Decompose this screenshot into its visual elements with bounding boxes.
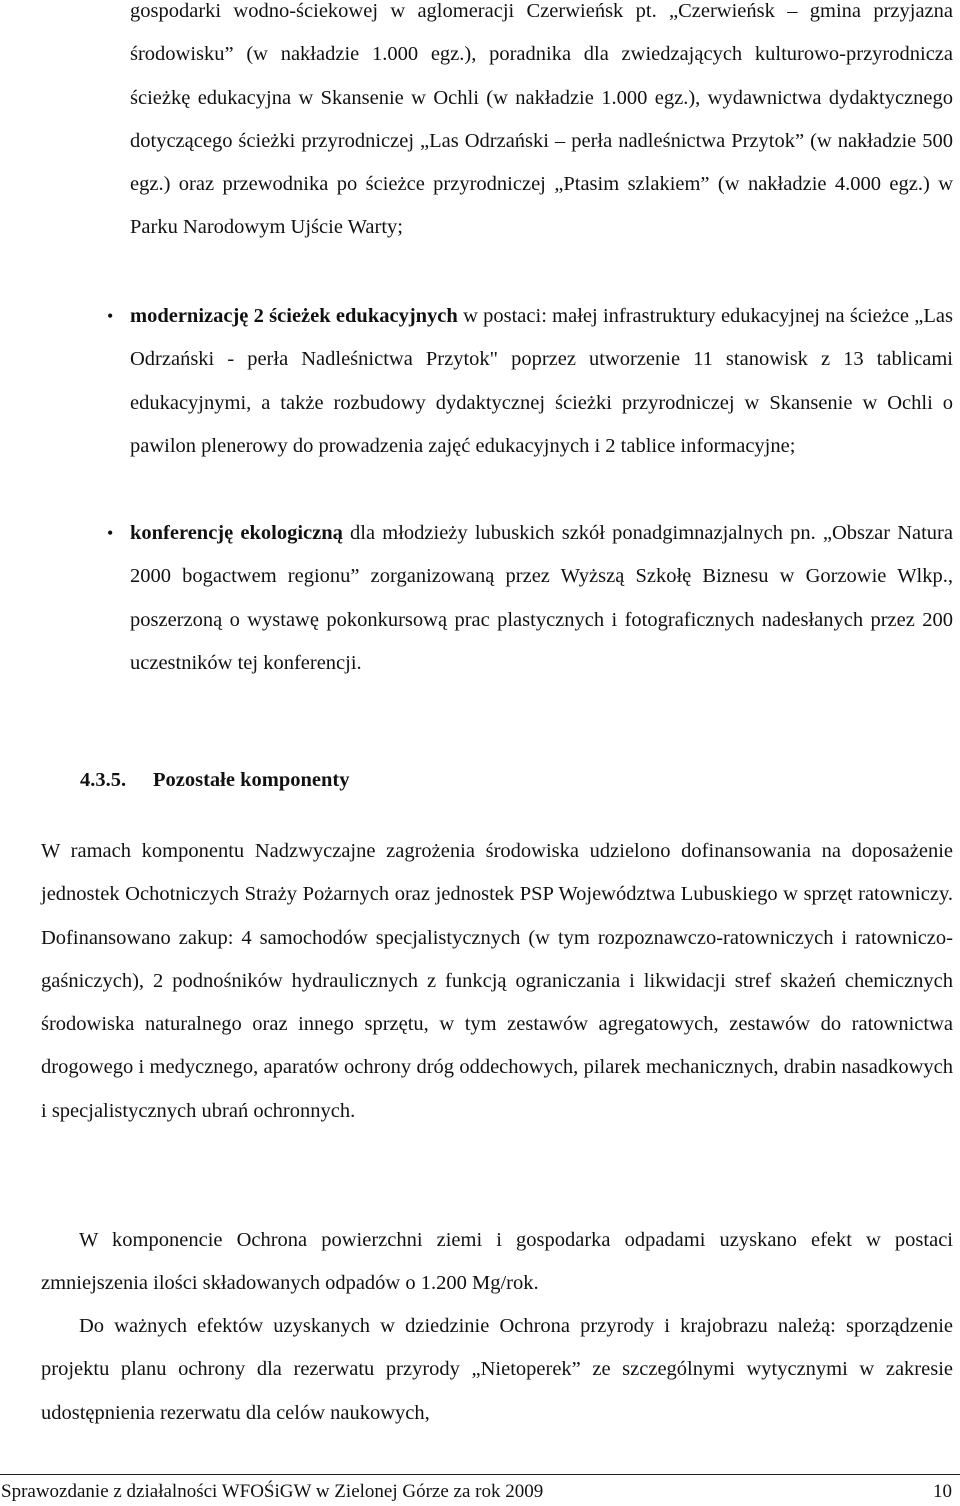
paragraph-nature-protection: Do ważnych efektów uzyskanych w dziedzinie Ochrona przyrody i krajobrazu należą: sporządzenie projektu planu ochrony dla rezerwatu przyrody „Nietoperek” ze szczególnymi wytycznymi w zakresie udostępnienia rezerwatu dla celów naukowych, [41, 1315, 953, 1424]
bullet-item-text: w postaci: małej infrastruktury edukacyjnej na ścieżce „Las Odrzański - perła Nadleśnictwa Przytok" poprzez utworzenie 11 stanowisk z 13 tablicami edukacyjnymi, a także rozbudowy dydaktycznej ścieżki przyrodniczej w Skansenie w Ochli o pawilon plenerowy do prowadzenia zajęć edukacyjnych i 2 tablice informacyjne; [130, 305, 953, 457]
section-title: Pozostałe komponenty [153, 769, 350, 791]
section-number: 4.3.5. [80, 769, 127, 791]
bullet-item-bold-lead: modernizację 2 ścieżek edukacyjnych [130, 305, 458, 327]
section-heading [80, 760, 349, 800]
footer-page-number: 10 [933, 1481, 952, 1502]
footer-divider [0, 1474, 960, 1475]
paragraph-land-surface-protection: W komponencie Ochrona powierzchni ziemi i gospodarka odpadami uzyskano efekt w postaci zmniejszenia ilości składowanych odpadów o 1.200 Mg/rok. [41, 1229, 953, 1295]
bullet-marker: • [107, 523, 114, 543]
bullet-marker: • [107, 306, 114, 326]
bullet-item-ecological-conference [130, 512, 953, 685]
bullet-item-trail-modernization [130, 295, 953, 468]
bullet-item-text: dla młodzieży lubuskich szkół ponadgimnazjalnych pn. „Obszar Natura 2000 bogactwem regionu” zorganizowaną przez Wyższą Szkołę Biznesu w Gorzowie Wlkp., poszerzoną o wystawę pokonkursową prac plastycznych i fotograficznych nadesłanych przez 200 uczestników tej konferencji. [130, 522, 953, 674]
intro-continuation-paragraph: gospodarki wodno-ściekowej w aglomeracji Czerwieńsk pt. „Czerwieńsk – gmina przyjazna środowisku” (w nakładzie 1.000 egz.), poradnika dla zwiedzających kulturowo-przyrodnicza ścieżkę edukacyjna w Skansenie w Ochli (w nakładzie 1.000 egz.), wydawnictwa dydaktycznego dotyczącego ścieżki przyrodniczej „Las Odrzański – perła nadleśnictwa Przytok” (w nakładzie 500 egz.) oraz przewodnika po ścieżce przyrodniczej „Ptasim szlakiem” (w nakładzie 4.000 egz.) w Parku Narodowym Ujście Warty; [130, 0, 953, 239]
paragraph-emergency-threats: W ramach komponentu Nadzwyczajne zagrożenia środowiska udzielono dofinansowania na doposażenie jednostek Ochotniczych Straży Pożarnych oraz jednostek PSP Województwa Lubuskiego w sprzęt ratowniczy. Dofinansowano zakup: 4 samochodów specjalistycznych (w tym rozpoznawczo-ratowniczych i ratowniczo-gaśniczych), 2 podnośników hydraulicznych z funkcją ograniczania i likwidacji stref skażeń chemicznych środowiska naturalnego oraz innego sprzętu, w tym zestawów agregatowych, zestawów do ratownictwa drogowego i medycznego, aparatów ochrony dróg oddechowych, pilarek mechanicznych, drabin nasadkowych i specjalistycznych ubrań ochronnych. [41, 840, 953, 1122]
footer-report-title: Sprawozdanie z działalności WFOŚiGW w Zielonej Górze za rok 2009 [1, 1481, 544, 1502]
bullet-item-bold-lead: konferencję ekologiczną [130, 522, 343, 544]
